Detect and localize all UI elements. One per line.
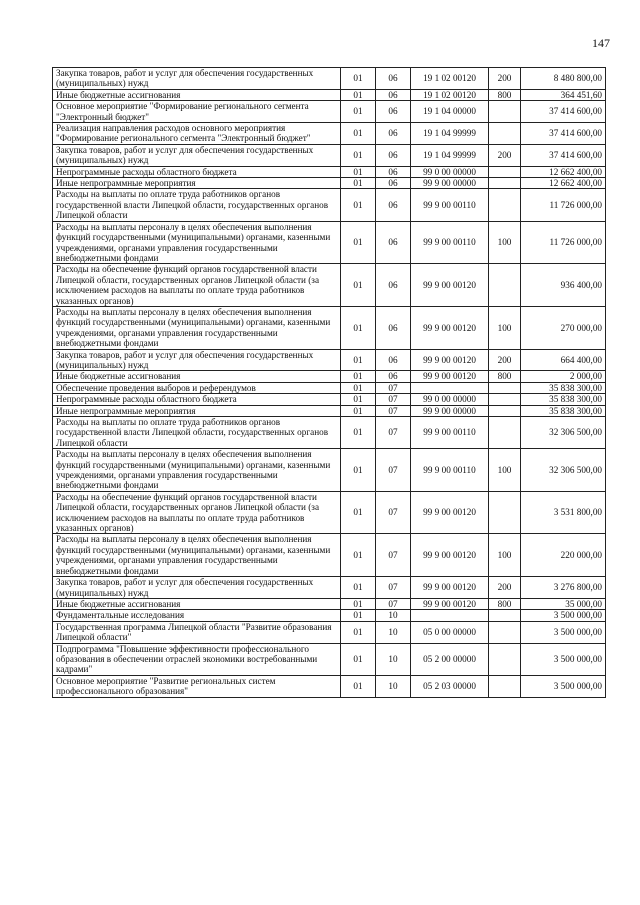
row-target-article: 05 2 00 00000 xyxy=(411,643,489,675)
row-subsection: 06 xyxy=(376,68,411,90)
row-expense-type xyxy=(489,394,521,405)
row-expense-type: 100 xyxy=(489,306,521,349)
table-row xyxy=(53,394,606,405)
row-subsection: 07 xyxy=(376,449,411,492)
row-subsection: 06 xyxy=(376,178,411,189)
row-subsection: 06 xyxy=(376,306,411,349)
row-section: 01 xyxy=(341,417,376,449)
row-target-article: 99 9 00 00120 xyxy=(411,534,489,577)
row-subsection: 07 xyxy=(376,382,411,393)
row-amount: 2 000,00 xyxy=(521,371,606,382)
row-expense-type: 200 xyxy=(489,349,521,371)
row-expense-type: 100 xyxy=(489,534,521,577)
row-subsection: 07 xyxy=(376,598,411,609)
row-subsection: 06 xyxy=(376,89,411,100)
row-name: Расходы на выплаты персоналу в целях обеспечения выполнения функций государственными (муниципальными) органами, казенными учреждениями, органами управления государственными внебюджетными фондами xyxy=(53,306,341,349)
row-expense-type xyxy=(489,123,521,145)
table-row xyxy=(53,491,606,534)
row-subsection: 06 xyxy=(376,123,411,145)
row-amount: 32 306 500,00 xyxy=(521,417,606,449)
row-name: Закупка товаров, работ и услуг для обеспечения государственных (муниципальных) нужд xyxy=(53,144,341,166)
row-expense-type xyxy=(489,264,521,307)
row-subsection: 06 xyxy=(376,221,411,264)
table-row xyxy=(53,166,606,177)
row-target-article: 19 1 02 00120 xyxy=(411,89,489,100)
row-section: 01 xyxy=(341,610,376,621)
row-target-article: 99 9 00 00120 xyxy=(411,577,489,599)
row-target-article xyxy=(411,610,489,621)
row-subsection: 07 xyxy=(376,417,411,449)
row-amount: 35 838 300,00 xyxy=(521,394,606,405)
table-row xyxy=(53,675,606,697)
row-target-article: 19 1 04 99999 xyxy=(411,123,489,145)
row-expense-type: 100 xyxy=(489,221,521,264)
budget-table-body xyxy=(53,68,606,698)
row-amount: 664 400,00 xyxy=(521,349,606,371)
row-expense-type xyxy=(489,417,521,449)
row-name: Расходы на выплаты по оплате труда работников органов государственной власти Липецкой области, государственных органов Липецкой области xyxy=(53,417,341,449)
table-row xyxy=(53,144,606,166)
row-target-article: 99 9 00 00110 xyxy=(411,189,489,221)
row-target-article: 99 9 00 00120 xyxy=(411,371,489,382)
row-name: Иные непрограммные мероприятия xyxy=(53,178,341,189)
row-section: 01 xyxy=(341,166,376,177)
row-name: Иные непрограммные мероприятия xyxy=(53,405,341,416)
row-section: 01 xyxy=(341,189,376,221)
row-expense-type: 200 xyxy=(489,68,521,90)
row-subsection: 06 xyxy=(376,166,411,177)
row-subsection: 07 xyxy=(376,405,411,416)
row-section: 01 xyxy=(341,306,376,349)
row-amount: 3 500 000,00 xyxy=(521,621,606,643)
row-name: Закупка товаров, работ и услуг для обеспечения государственных (муниципальных) нужд xyxy=(53,68,341,90)
row-amount: 12 662 400,00 xyxy=(521,166,606,177)
row-name: Подпрограмма "Повышение эффективности профессионального образования в обеспечении отраслей экономики востребованными кадрами" xyxy=(53,643,341,675)
row-expense-type xyxy=(489,166,521,177)
row-section: 01 xyxy=(341,178,376,189)
row-name: Расходы на выплаты по оплате труда работников органов государственной власти Липецкой области, государственных органов Липецкой области xyxy=(53,189,341,221)
row-name: Непрограммные расходы областного бюджета xyxy=(53,166,341,177)
row-amount: 3 276 800,00 xyxy=(521,577,606,599)
row-name: Иные бюджетные ассигнования xyxy=(53,89,341,100)
row-subsection: 10 xyxy=(376,643,411,675)
row-expense-type xyxy=(489,189,521,221)
row-expense-type: 800 xyxy=(489,598,521,609)
row-expense-type xyxy=(489,675,521,697)
row-amount: 936 400,00 xyxy=(521,264,606,307)
row-amount: 270 000,00 xyxy=(521,306,606,349)
row-subsection: 07 xyxy=(376,394,411,405)
row-amount: 12 662 400,00 xyxy=(521,178,606,189)
row-subsection: 10 xyxy=(376,675,411,697)
row-amount: 3 531 800,00 xyxy=(521,491,606,534)
row-target-article: 99 9 00 00120 xyxy=(411,349,489,371)
table-row xyxy=(53,449,606,492)
table-row xyxy=(53,68,606,90)
row-subsection: 06 xyxy=(376,101,411,123)
row-expense-type: 800 xyxy=(489,89,521,100)
row-expense-type xyxy=(489,610,521,621)
row-subsection: 06 xyxy=(376,144,411,166)
row-name: Обеспечение проведения выборов и референдумов xyxy=(53,382,341,393)
row-name: Расходы на выплаты персоналу в целях обеспечения выполнения функций государственными (муниципальными) органами, казенными учреждениями, органами управления государственными внебюджетными фондами xyxy=(53,449,341,492)
row-target-article: 99 9 00 00120 xyxy=(411,491,489,534)
row-expense-type xyxy=(489,621,521,643)
row-expense-type xyxy=(489,643,521,675)
row-subsection: 06 xyxy=(376,349,411,371)
row-name: Иные бюджетные ассигнования xyxy=(53,371,341,382)
table-row xyxy=(53,382,606,393)
row-name: Закупка товаров, работ и услуг для обеспечения государственных (муниципальных) нужд xyxy=(53,349,341,371)
row-subsection: 10 xyxy=(376,621,411,643)
row-expense-type: 800 xyxy=(489,371,521,382)
row-name: Расходы на выплаты персоналу в целях обеспечения выполнения функций государственными (муниципальными) органами, казенными учреждениями, органами управления государственными внебюджетными фондами xyxy=(53,221,341,264)
table-row xyxy=(53,123,606,145)
row-section: 01 xyxy=(341,643,376,675)
row-section: 01 xyxy=(341,123,376,145)
row-expense-type xyxy=(489,178,521,189)
row-name: Государственная программа Липецкой области "Развитие образования Липецкой области" xyxy=(53,621,341,643)
row-target-article: 19 1 04 99999 xyxy=(411,144,489,166)
row-subsection: 06 xyxy=(376,371,411,382)
row-section: 01 xyxy=(341,144,376,166)
table-row xyxy=(53,598,606,609)
row-subsection: 07 xyxy=(376,491,411,534)
row-name: Расходы на выплаты персоналу в целях обеспечения выполнения функций государственными (муниципальными) органами, казенными учреждениями, органами управления государственными внебюджетными фондами xyxy=(53,534,341,577)
row-name: Иные бюджетные ассигнования xyxy=(53,598,341,609)
table-row xyxy=(53,221,606,264)
row-amount: 220 000,00 xyxy=(521,534,606,577)
row-target-article: 99 9 00 00110 xyxy=(411,417,489,449)
table-row xyxy=(53,89,606,100)
row-amount: 35 838 300,00 xyxy=(521,382,606,393)
row-target-article: 99 9 00 00120 xyxy=(411,306,489,349)
row-amount: 32 306 500,00 xyxy=(521,449,606,492)
row-target-article: 99 9 00 00120 xyxy=(411,598,489,609)
row-subsection: 07 xyxy=(376,534,411,577)
row-amount: 37 414 600,00 xyxy=(521,101,606,123)
row-section: 01 xyxy=(341,577,376,599)
page-number: 147 xyxy=(592,36,610,50)
row-amount: 37 414 600,00 xyxy=(521,144,606,166)
table-row xyxy=(53,349,606,371)
table-row xyxy=(53,405,606,416)
row-target-article: 99 9 00 00000 xyxy=(411,178,489,189)
row-section: 01 xyxy=(341,675,376,697)
row-target-article: 05 2 03 00000 xyxy=(411,675,489,697)
budget-table xyxy=(52,67,606,698)
row-section: 01 xyxy=(341,68,376,90)
table-row xyxy=(53,621,606,643)
row-expense-type xyxy=(489,491,521,534)
row-amount: 364 451,60 xyxy=(521,89,606,100)
row-name: Основное мероприятие "Развитие региональных систем профессионального образования" xyxy=(53,675,341,697)
table-row xyxy=(53,610,606,621)
row-amount: 11 726 000,00 xyxy=(521,189,606,221)
row-target-article: 99 9 00 00000 xyxy=(411,405,489,416)
row-amount: 8 480 800,00 xyxy=(521,68,606,90)
row-section: 01 xyxy=(341,349,376,371)
row-expense-type xyxy=(489,101,521,123)
row-amount: 3 500 000,00 xyxy=(521,610,606,621)
row-subsection: 06 xyxy=(376,264,411,307)
row-subsection: 06 xyxy=(376,189,411,221)
row-name: Расходы на обеспечение функций органов государственной власти Липецкой области, государственных органов Липецкой области (за исключением расходов на выплаты по оплате труда работников указанных органов) xyxy=(53,491,341,534)
table-row xyxy=(53,577,606,599)
table-row xyxy=(53,189,606,221)
row-section: 01 xyxy=(341,491,376,534)
table-row xyxy=(53,643,606,675)
row-section: 01 xyxy=(341,382,376,393)
row-section: 01 xyxy=(341,394,376,405)
row-target-article: 19 1 04 00000 xyxy=(411,101,489,123)
row-target-article: 99 0 00 00000 xyxy=(411,166,489,177)
row-section: 01 xyxy=(341,449,376,492)
row-name: Основное мероприятие "Формирование регионального сегмента "Электронный бюджет" xyxy=(53,101,341,123)
row-target-article: 99 9 00 00110 xyxy=(411,221,489,264)
row-amount: 35 838 300,00 xyxy=(521,405,606,416)
row-expense-type: 200 xyxy=(489,144,521,166)
row-section: 01 xyxy=(341,89,376,100)
row-amount: 3 500 000,00 xyxy=(521,643,606,675)
row-amount: 35 000,00 xyxy=(521,598,606,609)
row-expense-type: 200 xyxy=(489,577,521,599)
row-amount: 3 500 000,00 xyxy=(521,675,606,697)
row-amount: 11 726 000,00 xyxy=(521,221,606,264)
row-section: 01 xyxy=(341,534,376,577)
row-section: 01 xyxy=(341,621,376,643)
row-target-article: 99 9 00 00120 xyxy=(411,264,489,307)
table-row xyxy=(53,417,606,449)
row-amount: 37 414 600,00 xyxy=(521,123,606,145)
row-name: Непрограммные расходы областного бюджета xyxy=(53,394,341,405)
table-row xyxy=(53,306,606,349)
row-section: 01 xyxy=(341,101,376,123)
table-row xyxy=(53,178,606,189)
row-expense-type xyxy=(489,382,521,393)
row-section: 01 xyxy=(341,264,376,307)
row-target-article: 19 1 02 00120 xyxy=(411,68,489,90)
row-section: 01 xyxy=(341,371,376,382)
row-target-article: 99 0 00 00000 xyxy=(411,394,489,405)
row-section: 01 xyxy=(341,598,376,609)
row-subsection: 07 xyxy=(376,577,411,599)
row-expense-type xyxy=(489,405,521,416)
row-name: Реализация направления расходов основного мероприятия "Формирование регионального сегмента "Электронный бюджет" xyxy=(53,123,341,145)
row-target-article: 05 0 00 00000 xyxy=(411,621,489,643)
row-section: 01 xyxy=(341,221,376,264)
table-row xyxy=(53,101,606,123)
row-section: 01 xyxy=(341,405,376,416)
table-row xyxy=(53,371,606,382)
row-name: Закупка товаров, работ и услуг для обеспечения государственных (муниципальных) нужд xyxy=(53,577,341,599)
row-name: Расходы на обеспечение функций органов государственной власти Липецкой области, государственных органов Липецкой области (за исключением расходов на выплаты по оплате труда работников указанных органов) xyxy=(53,264,341,307)
row-expense-type: 100 xyxy=(489,449,521,492)
row-target-article: 99 9 00 00110 xyxy=(411,449,489,492)
row-name: Фундаментальные исследования xyxy=(53,610,341,621)
row-target-article xyxy=(411,382,489,393)
table-row xyxy=(53,264,606,307)
table-row xyxy=(53,534,606,577)
row-subsection: 10 xyxy=(376,610,411,621)
